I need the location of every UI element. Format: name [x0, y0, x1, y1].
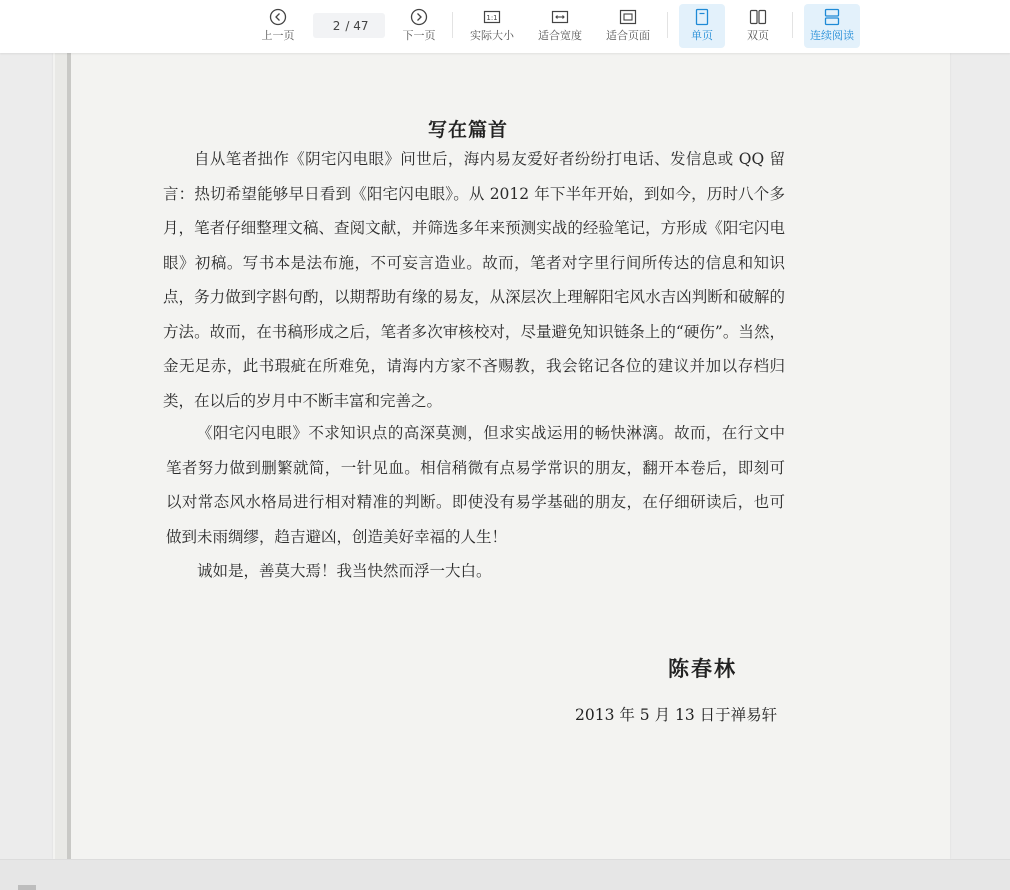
chevron-right-circle-icon	[410, 8, 428, 26]
double-page-button[interactable]	[736, 4, 780, 48]
fit-page-button[interactable]	[601, 4, 655, 48]
document-viewport[interactable]	[0, 53, 1010, 859]
chevron-left-circle-icon	[269, 8, 287, 26]
page-binding-edge	[67, 53, 71, 859]
page-indicator	[313, 13, 385, 38]
double-page-label: 双页	[747, 29, 769, 42]
actual-size-icon	[483, 8, 501, 26]
horizontal-scrollbar[interactable]	[0, 859, 1010, 890]
fit-width-label: 适合宽度	[538, 29, 582, 42]
next-page-button[interactable]	[399, 4, 439, 48]
double-page-icon	[749, 8, 767, 26]
page-title: 写在篇首	[427, 119, 508, 141]
fit-page-icon	[619, 8, 637, 26]
prev-page-button[interactable]	[258, 4, 298, 48]
actual-size-label: 实际大小	[470, 29, 514, 42]
toolbar-divider	[667, 12, 668, 38]
next-page-label: 下一页	[402, 29, 436, 42]
current-page-input[interactable]	[326, 19, 340, 33]
single-page-icon	[693, 8, 711, 26]
signature-date: 2013 年 5 月 13 日于禅易轩	[575, 706, 778, 724]
actual-size-button[interactable]	[466, 4, 518, 48]
toolbar-divider	[452, 12, 453, 38]
toolbar-divider	[792, 12, 793, 38]
body-paragraph-3: 诚如是，善莫大焉！我当快然而浮一大白。	[197, 562, 492, 580]
total-pages: / 47	[345, 18, 369, 33]
prev-page-label: 上一页	[261, 29, 295, 42]
continuous-reading-button[interactable]	[804, 4, 860, 48]
page-binding-shadow	[55, 53, 67, 859]
svg-text:1:1: 1:1	[486, 14, 498, 22]
body-paragraph-1: 自从笔者拙作《阴宅闪电眼》问世后，海内易友爱好者纷纷打电话、发信息或 QQ 留言：热切希望能够早日看到《阳宅闪电眼》。从 2012 年下半年开始，到如今，历时八个多月，笔者仔细整理文稿、查阅文献，并筛选多年来预测实战的经验笔记，方形成《阳宅闪电眼》初稿。写书本是法布施，不可妄言造业。故而，笔者对字里行间所传达的信息和知识点，务力做到字斟句酌，以期帮助有缘的易友，从深层次上理解阳宅风水吉凶判断和破解的方法。故而，在书稿形成之后，笔者多次审核校对，尽量避免知识链条上的“硬伤”。当然，金无足赤，此书瑕疵在所难免，请海内方家不吝赐教，我会铭记各位的建议并加以存档归类，在以后的岁月中不断丰富和完善之。	[163, 150, 785, 410]
continuous-scroll-icon	[823, 8, 841, 26]
document-page	[53, 53, 950, 859]
viewer-toolbar	[0, 0, 1010, 53]
fit-page-label: 适合页面	[606, 29, 650, 42]
single-page-label: 单页	[691, 29, 713, 42]
author-signature: 陈春林	[668, 656, 737, 681]
continuous-reading-label: 连续阅读	[810, 29, 854, 42]
fit-width-button[interactable]	[533, 4, 587, 48]
fit-width-icon	[551, 8, 569, 26]
single-page-button[interactable]	[679, 4, 725, 48]
body-paragraph-2: 《阳宅闪电眼》不求知识点的高深莫测，但求实战运用的畅快淋漓。故而，在行文中笔者努力做到删繁就简，一针见血。相信稍微有点易学常识的朋友，翻开本卷后，即刻可以对常态风水格局进行相对精准的判断。即使没有易学基础的朋友，在仔细研读后，也可做到未雨绸缪，趋吉避凶，创造美好幸福的人生！	[166, 424, 785, 546]
scrollbar-thumb[interactable]	[18, 885, 36, 890]
